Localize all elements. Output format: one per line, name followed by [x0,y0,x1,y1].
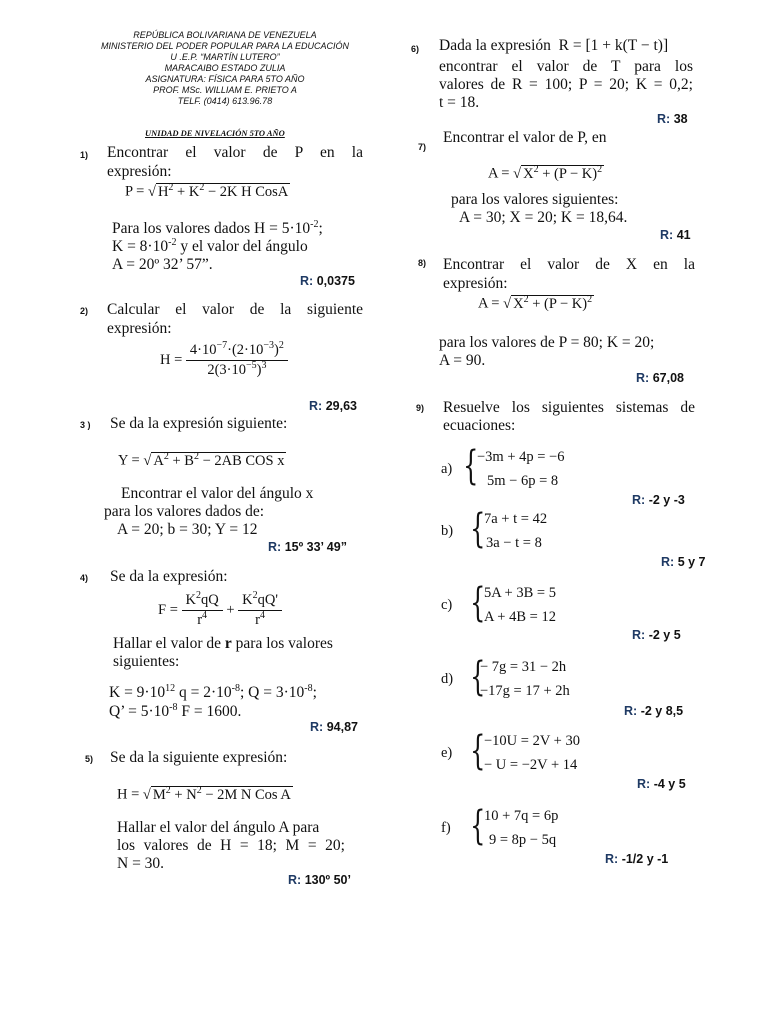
problem-3-answer: R: 15º 33’ 49” [268,540,347,554]
system-e-label: e) [441,745,453,761]
system-f-eq1: 10 + 7q = 6p [484,808,559,824]
problem-1-answer: R: 0,0375 [300,274,355,288]
problem-8-text2: A = 90. [439,352,486,369]
unit-title: UNIDAD DE NIVELACIÓN 5TO AÑO [145,128,285,138]
header-line: ASIGNATURA: FÍSICA PARA 5TO AÑO [145,74,305,84]
problem-8-formula: A = √ $X^2 + (P - K)^2$ [478,294,593,312]
header-line: MINISTERIO DEL PODER POPULAR PARA LA EDUCACIÓN [100,41,350,51]
header-line: MARACAIBO ESTADO ZULIA [164,63,286,73]
system-e-answer: R: -4 y 5 [637,777,686,791]
problem-5-number: 5) [85,754,94,764]
problem-8-answer: R: 67,08 [636,371,684,385]
problem-3-text2: para los valores dados de: [104,503,265,520]
problem-6-line2: encontrar el valor de T para los [439,58,693,75]
problem-1-text3: A = 20º 32’ 57”. [112,256,213,273]
problem-1-line1: Encontrar el valor de P en la [107,144,363,161]
system-e-eq1: −10U = 2V + 30 [484,733,580,749]
system-b-eq1: 7a + t = 42 [484,511,548,527]
problem-6-number: 6) [411,44,420,54]
header-line: PROF. MSc. WILLIAM E. PRIETO A [153,85,297,95]
system-d-eq1: − 7g = 31 − 2h [480,659,567,675]
brace-icon: { [470,728,486,774]
problem-5-line1: Se da la siguiente expresión: [110,749,288,766]
system-a-answer: R: -2 y -3 [632,493,685,507]
problem-7-text1: para los valores siguientes: [451,191,619,208]
problem-4-text4: Q’ = $5\cdot 10^{-8}$ F = 1600. [109,701,242,720]
brace-icon: { [470,654,486,700]
problem-3-formula: Y = √ $A^2 + B^2 - 2AB$ COS x [118,451,285,469]
system-c-eq1: 5A + 3B = 5 [484,585,556,601]
problem-4-answer: R: 94,87 [310,720,358,734]
header-line: TELF. (0414) 613.96.78 [177,96,273,106]
brace-icon: { [463,443,479,489]
problem-5-text1: Hallar el valor del ángulo A para [117,819,320,836]
problem-1-number: 1) [80,150,89,160]
problem-7-line1: Encontrar el valor de P, en [443,129,607,146]
brace-icon: { [470,803,486,849]
problem-4-formula: F = $\frac{K^2qQ}{r^4}$ + $\frac{K^2qQ'}{r^4}$ [158,592,282,629]
problem-3-text3: A = 20; b = 30; Y = 12 [117,521,258,538]
problem-4-number: 4) [80,573,89,583]
problem-8-line2: expresión: [443,275,508,292]
problem-1-formula: P = √ $H^2 + K^2 - 2K$ H CosA [125,182,289,200]
brace-icon: { [470,506,486,552]
system-d-answer: R: -2 y 8,5 [624,704,684,718]
problem-6-answer: R: 38 [657,112,688,126]
problem-1-line2: expresión: [107,163,172,180]
problem-4-text1: Hallar el valor de r para los valores [113,635,333,652]
problem-8-text1: para los valores de P = 80; K = 20; [439,334,655,351]
problem-4-line1: Se da la expresión: [110,568,228,585]
header-line: REPÚBLICA BOLIVARIANA DE VENEZUELA [133,30,317,40]
system-d-eq2: −17g = 17 + 2h [480,683,570,699]
system-a-eq1: −3m + 4p = −6 [477,449,565,465]
problem-5-text3: N = 30. [117,855,165,872]
problem-4-text2: siguientes: [113,653,180,670]
system-f-answer: R: -1/2 y -1 [605,852,669,866]
system-a-label: a) [441,461,453,477]
problem-2-answer: R: 29,63 [309,399,357,413]
problem-7-answer: R: 41 [660,228,691,242]
problem-3-text1: Encontrar el valor del ángulo x [121,485,314,502]
system-b-answer: R: 5 y 7 [661,555,706,569]
system-c-answer: R: -2 y 5 [632,628,681,642]
problem-2-formula: H = $\frac{4\cdot 10^{-7}\cdot(2\cdot 10^{-3})^2}{2(3\cdot 10^{-5})^3}$ [160,342,288,379]
problem-2-number: 2) [80,306,89,316]
problem-5-formula: H = √ $M^2 + N^2 - 2M$ N Cos A [117,785,291,803]
system-b-label: b) [441,523,454,539]
system-b-eq2: 3a − t = 8 [486,535,542,551]
system-c-eq2: A + 4B = 12 [484,609,556,625]
problem-6-formula: R = [1 + k(T − t)] [558,37,669,54]
problem-8-number: 8) [418,258,427,268]
problem-7-text2: A = 30; X = 20; K = 18,64. [459,209,628,226]
problem-4-text3: $K = 9\cdot 10^{12}$ $q = 2\cdot 10^{-8}$; $Q = 3\cdot 10^{-8}$; [109,682,317,701]
problem-2-line1: Calcular el valor de la siguiente [107,301,363,318]
problem-3-number: 3 ) [80,420,91,430]
problem-6-line3: valores de R = 100; P = 20; K = 0,2; [439,76,693,93]
system-a-eq2: 5m − 6p = 8 [487,473,559,489]
problem-5-text2: los valores de H = 18; M = 20; [117,837,345,854]
problem-3-line1: Se da la expresión siguiente: [110,415,288,432]
school-header [70,30,380,107]
problem-9-line1: Resuelve los siguientes sistemas de [443,399,695,416]
problem-9-number: 9) [416,403,425,413]
brace-icon: { [470,580,486,626]
problem-1-text2: $K = 8\cdot 10^{-2}$ y el valor del ángulo [112,236,308,255]
problem-8-line1: Encontrar el valor de X en la [443,256,695,273]
system-e-eq2: − U = −2V + 14 [484,757,578,773]
system-d-label: d) [441,671,454,687]
problem-1-text1: Para los valores dados $H = 5\cdot 10^{-2}$; [112,218,323,237]
problem-6-line4: t = 18. [439,94,480,111]
problem-2-line2: expresión: [107,320,172,337]
system-c-label: c) [441,597,453,613]
problem-6-line1-wrap [439,37,668,55]
problem-6-line1: Dada la expresión [439,37,551,54]
problem-9-line2: ecuaciones: [443,417,516,434]
problem-7-formula: A = √ $X^2 + (P - K)^2$ [488,164,603,182]
problem-5-answer: R: 130º 50’ [288,873,351,887]
header-line: U .E.P. “MARTÍN LUTERO” [170,52,280,62]
system-f-label: f) [441,820,451,836]
system-f-eq2: 9 = 8p − 5q [489,832,557,848]
problem-7-number: 7) [418,142,427,152]
